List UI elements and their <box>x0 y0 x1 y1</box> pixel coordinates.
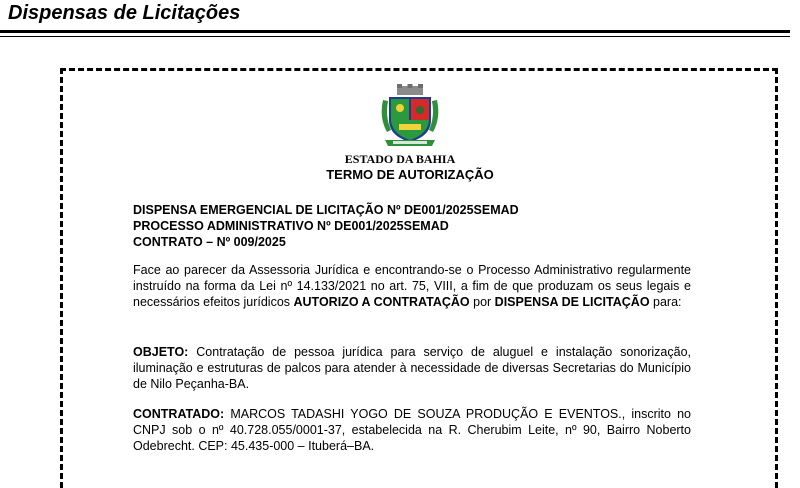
contratado-paragraph <box>133 406 691 454</box>
header-rule-thin <box>0 36 790 37</box>
authorization-paragraph <box>133 262 691 310</box>
paragraph-end: para: <box>649 295 682 309</box>
paragraph-connector: por <box>469 295 495 309</box>
ref-dispensa: DISPENSA EMERGENCIAL DE LICITAÇÃO Nº DE001/2025SEMAD <box>133 203 519 217</box>
authorization-emphasis: AUTORIZO A CONTRATAÇÃO <box>293 295 470 309</box>
document-title: TERMO DE AUTORIZAÇÃO <box>326 167 494 182</box>
objeto-paragraph <box>133 344 691 392</box>
header-rule-thick <box>0 30 790 33</box>
state-name: ESTADO DA BAHIA <box>344 152 456 166</box>
objeto-text: Contratação de pessoa jurídica para serviço de aluguel e instalação sonorização, iluminação e estruturas de palcos para atender à necessidade de diversas Secretarias do Município de Nilo Peçanha-BA. <box>133 345 691 391</box>
contratado-text: MARCOS TADASHI YOGO DE SOUZA PRODUÇÃO E EVENTOS., inscrito no CNPJ sob o nº 40.728.055/0001-37, estabelecida na R. Cherubim Leite, nº 90, Bairro Noberto Odebrecht. CEP: 45.435-000 – Ituberá–BA. <box>133 407 691 453</box>
dispensa-emphasis: DISPENSA DE LICITAÇÃO <box>494 295 650 309</box>
objeto-label: OBJETO: <box>133 345 189 359</box>
ref-contrato: CONTRATO – Nº 009/2025 <box>133 235 286 249</box>
municipal-coat-of-arms-icon <box>377 84 443 150</box>
ref-processo: PROCESSO ADMINISTRATIVO Nº DE001/2025SEMAD <box>133 219 449 233</box>
paragraph-text: Face ao parecer da Assessoria Jurídica e encontrando-se o Processo Administrativo regularmente instruído na forma da Lei nº 14.133/2021 no art. 75, VIII, a fim de que produzam os seus legais e necessários efeitos jurídicos <box>133 263 691 309</box>
reference-block <box>133 202 693 250</box>
contratado-label: CONTRATADO: <box>133 407 225 421</box>
section-title: Dispensas de Licitações <box>8 2 241 24</box>
